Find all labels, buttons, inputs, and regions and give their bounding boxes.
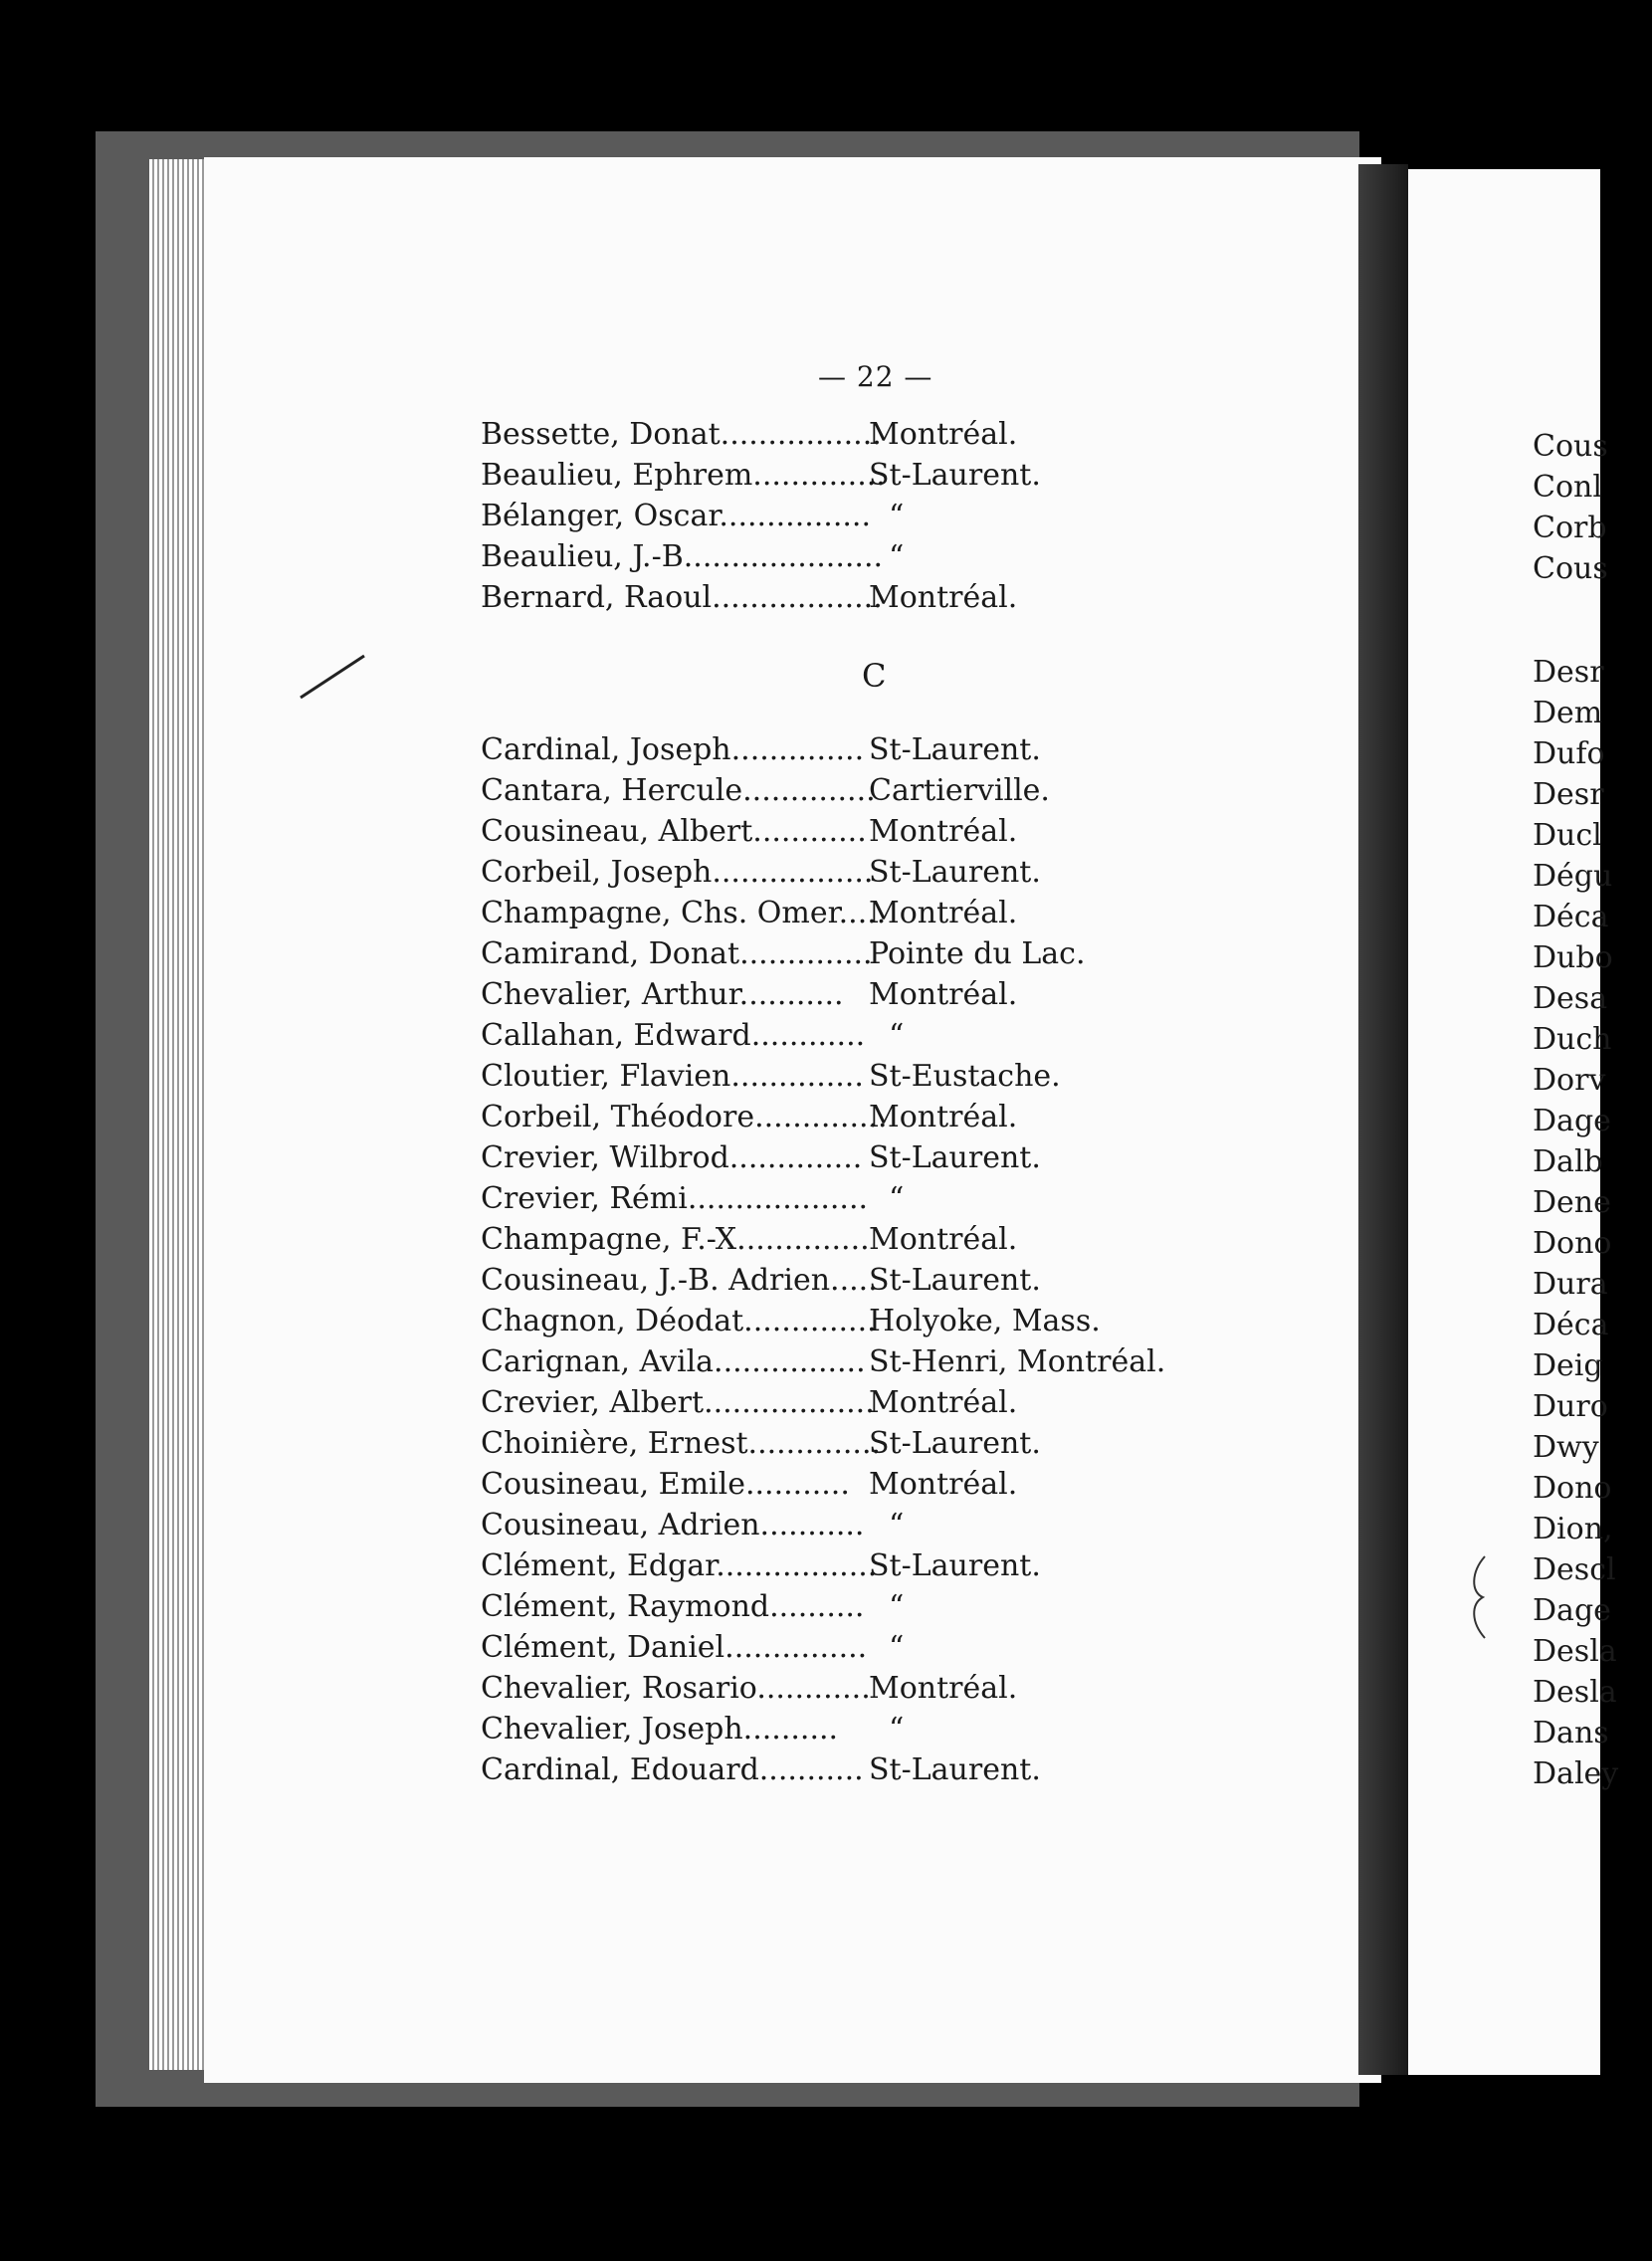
entry-name-and-leader: Bélanger, Oscar................ [481,499,871,533]
entry-name-and-leader: Camirand, Donat.............. [481,936,873,971]
b-entries-list [481,414,1297,618]
entry-place: St-Laurent. [869,855,1041,890]
entry-place: Montréal. [869,417,1018,452]
entry-name-and-leader: Cousineau, Adrien........... [481,1508,865,1542]
entry-name-and-leader: Crevier, Wilbrod.............. [481,1140,863,1175]
entry-place: Montréal. [869,1671,1018,1706]
right-page-fragment: Dono [1533,1226,1612,1261]
entry-name-and-leader: Clément, Edgar................. [481,1548,878,1583]
right-page-fragment: Corb [1533,511,1607,545]
entry-place: Montréal. [869,580,1018,615]
entry-name-and-leader: Cousineau, J.-B. Adrien..... [481,1263,878,1298]
entry-name-and-leader: Cousineau, Albert............ [481,814,867,849]
list-item [481,577,1297,618]
entry-name-and-leader: Bernard, Raoul.................. [481,580,883,615]
list-item [481,1586,1297,1627]
list-item [481,1219,1297,1260]
list-item [481,1464,1297,1505]
right-page-fragment: Dorv [1533,1063,1606,1098]
entry-place: Pointe du Lac. [869,936,1086,971]
entry-name-and-leader: Cantara, Hercule.............. [481,773,876,808]
entry-place: Montréal. [869,814,1018,849]
list-item [481,974,1297,1015]
list-item [481,852,1297,893]
entry-place: Montréal. [869,1467,1018,1502]
right-page-fragment: Desr [1533,655,1604,690]
list-item [481,1260,1297,1301]
entry-name-and-leader: Cloutier, Flavien.............. [481,1059,864,1094]
list-item [481,536,1297,577]
entry-name-and-leader: Corbeil, Théodore.............. [481,1100,888,1134]
right-page-fragment: Desa [1533,981,1608,1016]
ditto-mark: “ [889,1589,905,1624]
entry-name-and-leader: Chevalier, Rosario............ [481,1671,871,1706]
entry-place: St-Laurent. [869,1426,1041,1461]
right-page-fragment: Dégu [1533,859,1613,894]
list-item [481,1178,1297,1219]
entry-name-and-leader: Bessette, Donat................. [481,417,882,452]
entry-name-and-leader: Clément, Daniel............... [481,1630,868,1665]
list-item [481,1545,1297,1586]
entry-place: Montréal. [869,1100,1018,1134]
section-letter: C [862,657,887,695]
entry-place: Cartierville. [869,773,1050,808]
right-page-fragment: Dalb [1533,1144,1603,1179]
entry-place: St-Eustache. [869,1059,1061,1094]
ditto-mark: “ [889,499,905,533]
entry-name-and-leader: Chevalier, Arthur........... [481,977,844,1012]
list-item [481,893,1297,933]
right-page-fragments-top [1533,426,1652,589]
list-item [481,1627,1297,1668]
ditto-mark: “ [889,1508,905,1542]
right-page-fragment: Desla [1533,1634,1617,1669]
entry-name-and-leader: Cardinal, Joseph.............. [481,732,865,767]
right-page-fragment: Duch [1533,1022,1612,1057]
entry-name-and-leader: Beaulieu, J.-B..................... [481,539,884,574]
ditto-mark: “ [889,1181,905,1216]
right-page-fragment: Dage [1533,1104,1611,1138]
entry-place: St-Henri, Montréal. [869,1344,1166,1379]
list-item [481,933,1297,974]
right-page-fragment: Dono [1533,1471,1612,1506]
list-item [481,1423,1297,1464]
entry-name-and-leader: Chagnon, Déodat.............. [481,1304,877,1338]
entry-place: St-Laurent. [869,458,1041,493]
entry-name-and-leader: Champagne, F.-X.............. [481,1222,870,1257]
list-item [481,1668,1297,1709]
right-page-fragments-bottom [1533,652,1652,1794]
entry-place: Montréal. [869,896,1018,930]
right-page-fragment: Descl [1533,1552,1616,1587]
book-gutter [1358,164,1408,2075]
list-item [481,1505,1297,1545]
entry-name-and-leader: Beaulieu, Ephrem.............. [481,458,886,493]
book-page-edges [149,159,209,2070]
list-item [481,1749,1297,1790]
list-item [481,1301,1297,1341]
pen-mark-icon [299,652,368,702]
entry-name-and-leader: Clément, Raymond.......... [481,1589,865,1624]
right-page-fragment: Desr [1533,777,1604,812]
entry-name-and-leader: Carignan, Avila................ [481,1344,866,1379]
right-page-fragment: Dwy [1533,1430,1599,1465]
right-page-fragment: Duro [1533,1389,1608,1424]
right-page-fragment: Dura [1533,1267,1608,1302]
list-item [481,1056,1297,1097]
entry-name-and-leader: Choinière, Ernest.............. [481,1426,882,1461]
bracket-mark-icon [1463,1552,1493,1642]
right-page-fragment: Déca [1533,900,1609,934]
entry-name-and-leader: Chevalier, Joseph.......... [481,1712,839,1747]
list-item [481,770,1297,811]
right-page-fragment: Cous [1533,551,1608,586]
page-number: — 22 — [818,360,933,393]
right-page-fragment: Dage [1533,1593,1611,1628]
ditto-mark: “ [889,1712,905,1747]
entry-place: Holyoke, Mass. [869,1304,1101,1338]
right-page-fragment: Daley [1533,1756,1619,1791]
right-page-fragment: Dene [1533,1185,1611,1220]
list-item [481,496,1297,536]
list-item [481,1015,1297,1056]
ditto-mark: “ [889,1018,905,1053]
entry-name-and-leader: Crevier, Albert.................. [481,1385,875,1420]
entry-place: St-Laurent. [869,1140,1041,1175]
entry-place: St-Laurent. [869,1752,1041,1787]
entry-place: Montréal. [869,977,1018,1012]
entry-name-and-leader: Champagne, Chs. Omer..... [481,896,887,930]
list-item [481,1709,1297,1749]
entry-name-and-leader: Cardinal, Edouard........... [481,1752,864,1787]
right-page-fragment: Dans [1533,1716,1609,1750]
entry-place: Montréal. [869,1222,1018,1257]
entry-place: St-Laurent. [869,1263,1041,1298]
right-page-fragment: Conl [1533,470,1602,505]
right-page-fragment: Dufo [1533,736,1605,771]
right-page-fragment: Ducl [1533,818,1602,853]
c-entries-list [481,729,1297,1790]
entry-name-and-leader: Corbeil, Joseph................. [481,855,874,890]
list-item [481,455,1297,496]
right-page-fragment: Déca [1533,1308,1609,1342]
list-item [481,729,1297,770]
entry-name-and-leader: Cousineau, Emile........... [481,1467,850,1502]
right-page-fragment: Dubo [1533,940,1613,975]
list-item [481,1097,1297,1137]
right-page-fragment: Dem [1533,696,1603,730]
entry-place: St-Laurent. [869,732,1041,767]
list-item [481,811,1297,852]
right-page-fragment: Deig [1533,1348,1603,1383]
right-page-fragment: Desla [1533,1675,1617,1710]
right-page-fragment: Cous [1533,429,1608,464]
ditto-mark: “ [889,1630,905,1665]
entry-name-and-leader: Callahan, Edward............ [481,1018,866,1053]
entry-place: Montréal. [869,1385,1018,1420]
list-item [481,1382,1297,1423]
list-item [481,1137,1297,1178]
ditto-mark: “ [889,539,905,574]
entry-place: St-Laurent. [869,1548,1041,1583]
list-item [481,414,1297,455]
list-item [481,1341,1297,1382]
right-page-fragment: Dion, [1533,1512,1613,1546]
entry-name-and-leader: Crevier, Rémi................... [481,1181,869,1216]
